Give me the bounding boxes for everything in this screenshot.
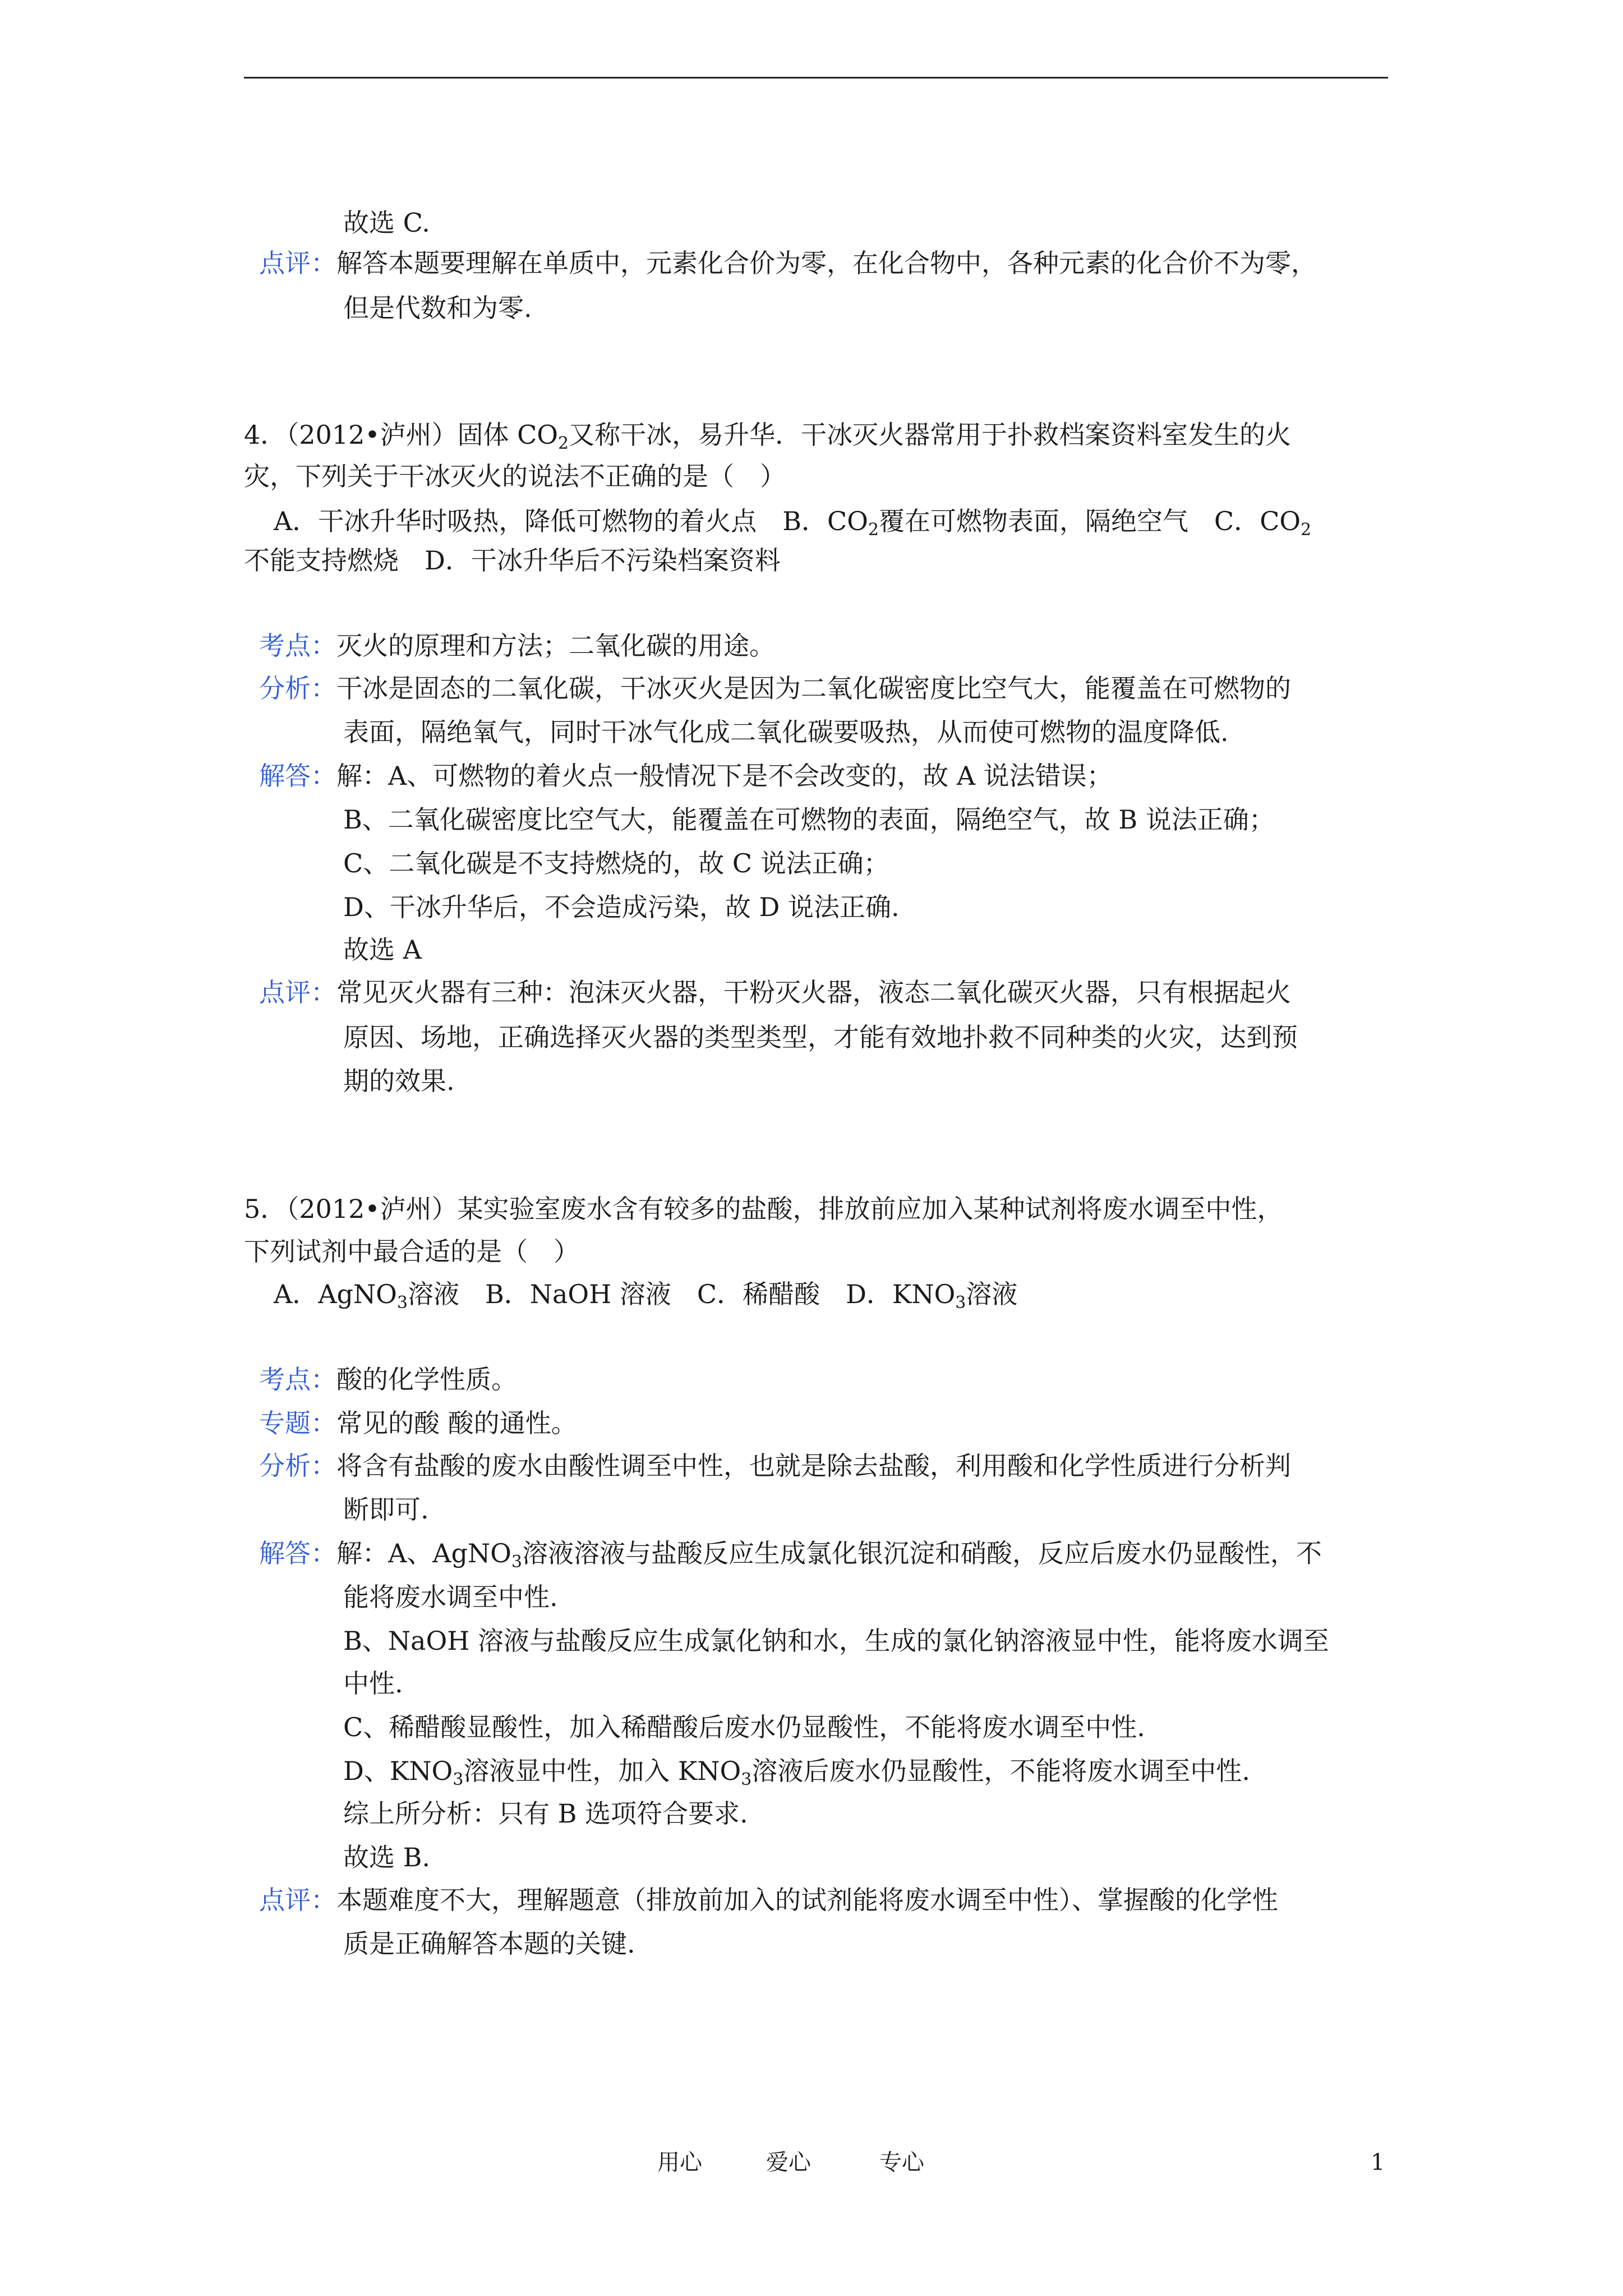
q5-dianping: 点评：本题难度不大，理解题意（排放前加入的试剂能将废水调至中性）、掌握酸的化学性	[259, 1885, 1278, 1915]
q5-dianping-cont: 质是正确解答本题的关键.	[343, 1929, 635, 1959]
q4-stem: 4．（2012•泸州）固体 $CO_2$又称干冰，易升华．干冰灭火器常用于扑救档案资料室发生的火	[244, 420, 1292, 453]
q4-options-cont: 不能支持燃烧 D．干冰升华后不污染档案资料	[244, 545, 781, 576]
q5-stem: 5．（2012•泸州）某实验室废水含有较多的盐酸，排放前应加入某种试剂将废水调至中性，	[244, 1194, 1283, 1224]
q5-stem-cont: 下列试剂中最合适的是（ ）	[244, 1236, 579, 1267]
q4-dianping-cont2: 期的效果.	[343, 1066, 455, 1096]
q5-jieda-summary: 综上所分析：只有 B 选项符合要求.	[343, 1798, 748, 1829]
footer-motto-3: 专心	[879, 2150, 924, 2175]
q4-options: A．干冰升华时吸热，降低可燃物的着火点 B．$CO_2$覆在可燃物表面，隔绝空气 C．$CO_2$	[274, 506, 1312, 540]
q5-jieda-cont: 能将废水调至中性.	[343, 1582, 558, 1612]
header-rule	[244, 77, 1388, 79]
q5-jieda-c: C、稀醋酸显酸性，加入稀醋酸后废水仍显酸性，不能将废水调至中性.	[343, 1712, 1145, 1742]
q4-jieda: 解答：解：A、可燃物的着火点一般情况下是不会改变的，故 A 说法错误；	[259, 761, 1113, 791]
q5-jieda-d: D、$KNO_3$溶液显中性，加入 $KNO_3$溶液后废水仍显酸性，不能将废水调至中性.	[343, 1756, 1250, 1789]
footer-motto-1: 用心	[657, 2150, 702, 2175]
q5-jieda-b: B、NaOH 溶液与盐酸反应生成氯化钠和水，生成的氯化钠溶液显中性，能将废水调至	[343, 1626, 1329, 1656]
q5-options: A．AgNO$_3$溶液 B．NaOH 溶液 C．稀醋酸 D．$KNO_3$溶液	[274, 1279, 1018, 1313]
q4-jieda-c: C、二氧化碳是不支持燃烧的，故 C 说法正确；	[343, 848, 889, 878]
q5-kaodian: 考点：酸的化学性质。	[259, 1364, 517, 1395]
q5-fenxi-cont: 断即可.	[343, 1494, 429, 1525]
q4-dianping-cont: 原因、场地，正确选择灭火器的类型类型，才能有效地扑救不同种类的火灾，达到预	[343, 1022, 1298, 1052]
q5-zhuanti: 专题：常见的酸 酸的通性。	[259, 1408, 577, 1438]
q3-comment: 点评：解答本题要理解在单质中，元素化合价为零，在化合物中，各种元素的化合价不为零，	[259, 248, 1317, 278]
q4-jieda-answer: 故选 A	[343, 935, 422, 965]
q4-dianping: 点评：常见灭火器有三种：泡沫灭火器，干粉灭火器，液态二氧化碳灭火器，只有根据起火	[259, 977, 1291, 1007]
q5-jieda: 解答：解：A、AgNO$_3$溶液溶液与盐酸反应生成氯化银沉淀和硝酸，反应后废水仍显酸性，不	[259, 1538, 1322, 1572]
comment-label: 点评：	[259, 248, 336, 278]
q3-answer: 故选 C.	[343, 208, 430, 238]
q4-stem-cont: 灾，下列关于干冰灭火的说法不正确的是（ ）	[244, 461, 786, 491]
q5-fenxi: 分析：将含有盐酸的废水由酸性调至中性，也就是除去盐酸，利用酸和化学性质进行分析判	[259, 1451, 1291, 1481]
q5-jieda-b-cont: 中性.	[343, 1668, 403, 1699]
q4-jieda-d: D、干冰升华后，不会造成污染，故 D 说法正确.	[343, 892, 900, 922]
q3-comment-cont: 但是代数和为零.	[343, 293, 532, 323]
q4-jieda-b: B、二氧化碳密度比空气大，能覆盖在可燃物的表面，隔绝空气，故 B 说法正确；	[343, 804, 1275, 835]
q5-jieda-answer: 故选 B.	[343, 1842, 431, 1872]
q4-fenxi: 分析：干冰是固态的二氧化碳，干冰灭火是因为二氧化碳密度比空气大，能覆盖在可燃物的	[259, 673, 1291, 703]
footer-motto-2: 爱心	[766, 2150, 811, 2175]
q4-kaodian: 考点：灭火的原理和方法；二氧化碳的用途。	[259, 631, 775, 661]
page-number: 1	[1371, 2150, 1385, 2175]
q4-fenxi-cont: 表面，隔绝氧气，同时干冰气化成二氧化碳要吸热，从而使可燃物的温度降低.	[343, 717, 1229, 747]
